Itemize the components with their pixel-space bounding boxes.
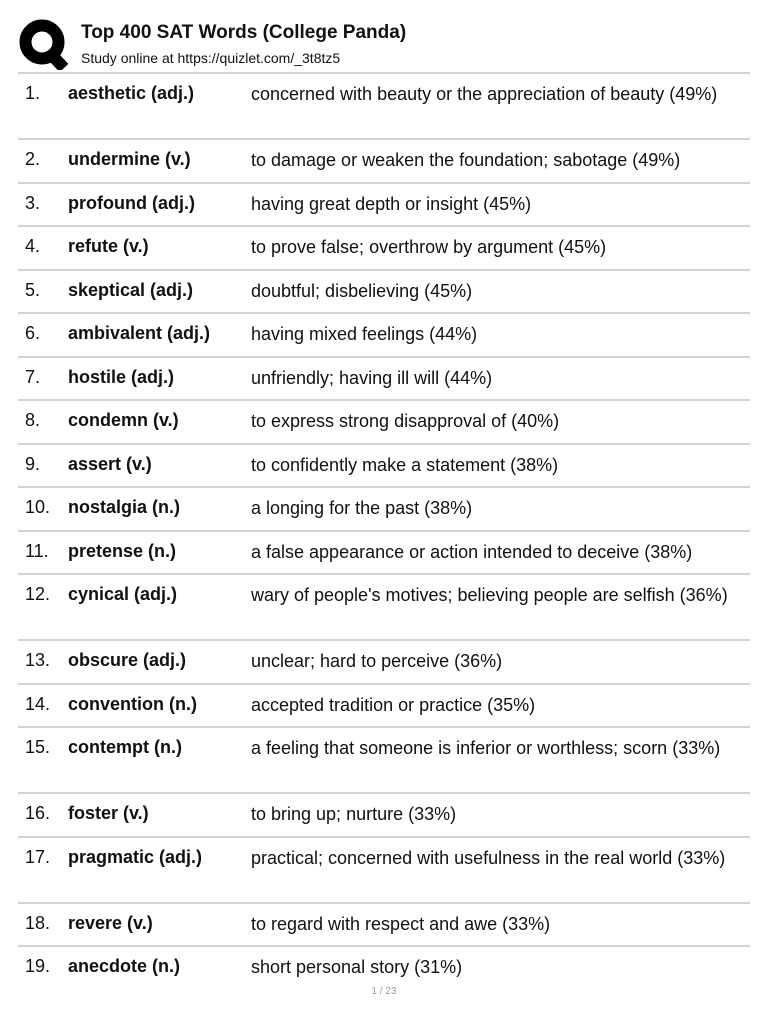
list-item: [18, 401, 750, 445]
list-item: [18, 794, 750, 838]
item-definition: a false appearance or action intended to deceive (38%): [251, 541, 693, 562]
item-definition: concerned with beauty or the appreciation of beauty (49%): [251, 84, 718, 104]
item-definition: having great depth or insight (45%): [251, 193, 532, 214]
item-definition: to bring up; nurture (33%): [251, 804, 457, 824]
item-definition: a longing for the past (38%): [251, 498, 473, 518]
item-number: 8.: [25, 410, 41, 430]
item-term: pragmatic (adj.): [68, 846, 203, 867]
item-number: 1.: [25, 83, 41, 103]
item-number: 13.: [25, 650, 51, 670]
page-number: 1 / 23: [371, 986, 397, 997]
item-definition: unclear; hard to perceive (36%): [251, 651, 503, 671]
item-number: 11.: [25, 540, 49, 561]
list-item: [18, 140, 750, 184]
item-number: 9.: [25, 453, 41, 474]
document-subtitle: Study online at https://quizlet.com/_3t8tz5: [81, 50, 341, 66]
item-term: aesthetic (adj.): [68, 83, 195, 103]
list-item: [18, 728, 750, 794]
list-item: [18, 314, 750, 358]
item-definition: to damage or weaken the foundation; sabotage (49%): [251, 150, 681, 170]
item-definition: having mixed feelings (44%): [251, 324, 478, 344]
item-number: 10.: [25, 497, 51, 517]
item-definition: short personal story (31%): [251, 957, 463, 977]
item-term: pretense (n.): [68, 540, 177, 561]
list-item: [18, 685, 750, 729]
item-definition: to confidently make a statement (38%): [251, 454, 559, 475]
item-definition: accepted tradition or practice (35%): [251, 694, 536, 715]
item-number: 12.: [25, 584, 51, 604]
item-term: convention (n.): [68, 693, 197, 714]
list-item: [18, 532, 750, 576]
item-term: profound (adj.): [68, 192, 195, 213]
item-definition: practical; concerned with usefulness in the real world (33%): [251, 847, 726, 868]
item-term: skeptical (adj.): [68, 279, 194, 300]
item-number: 5.: [25, 279, 41, 300]
list-item: [18, 271, 750, 315]
item-number: 15.: [25, 737, 51, 757]
list-item: [18, 358, 750, 402]
item-number: 4.: [25, 236, 41, 256]
item-term: cynical (adj.): [68, 584, 178, 604]
item-term: obscure (adj.): [68, 650, 187, 670]
item-term: ambivalent (adj.): [68, 323, 211, 343]
list-item: [18, 575, 750, 641]
item-number: 17.: [25, 846, 51, 867]
list-item: [18, 904, 750, 948]
vocabulary-list: [18, 74, 750, 991]
document-header: [18, 16, 750, 72]
list-item: [18, 227, 750, 271]
item-term: revere (v.): [68, 912, 153, 933]
list-item: [18, 641, 750, 685]
item-term: anecdote (n.): [68, 956, 181, 976]
list-item: [18, 445, 750, 489]
item-number: 16.: [25, 803, 51, 823]
quizlet-q-logo-icon: [18, 18, 68, 70]
list-item: [18, 74, 750, 140]
item-term: nostalgia (n.): [68, 497, 180, 517]
list-item: [18, 184, 750, 228]
document-title: Top 400 SAT Words (College Panda): [81, 22, 407, 43]
item-definition: unfriendly; having ill will (44%): [251, 367, 493, 388]
item-number: 6.: [25, 323, 41, 343]
list-item: [18, 838, 750, 904]
item-definition: a feeling that someone is inferior or worthless; scorn (33%): [251, 738, 721, 758]
item-definition: wary of people's motives; believing people are selfish (36%): [251, 585, 728, 605]
item-number: 14.: [25, 693, 51, 714]
item-number: 7.: [25, 366, 41, 387]
item-number: 19.: [25, 956, 51, 976]
item-term: undermine (v.): [68, 149, 191, 169]
item-number: 3.: [25, 192, 41, 213]
item-term: condemn (v.): [68, 410, 179, 430]
item-term: contempt (n.): [68, 737, 182, 757]
item-definition: to prove false; overthrow by argument (45%): [251, 237, 607, 257]
item-term: assert (v.): [68, 453, 152, 474]
item-term: foster (v.): [68, 803, 149, 823]
list-item: [18, 488, 750, 532]
item-definition: to express strong disapproval of (40%): [251, 411, 560, 431]
list-item: [18, 947, 750, 991]
item-term: hostile (adj.): [68, 366, 175, 387]
item-definition: to regard with respect and awe (33%): [251, 913, 551, 934]
item-number: 2.: [25, 149, 41, 169]
item-number: 18.: [25, 912, 51, 933]
item-term: refute (v.): [68, 236, 149, 256]
item-definition: doubtful; disbelieving (45%): [251, 280, 473, 301]
